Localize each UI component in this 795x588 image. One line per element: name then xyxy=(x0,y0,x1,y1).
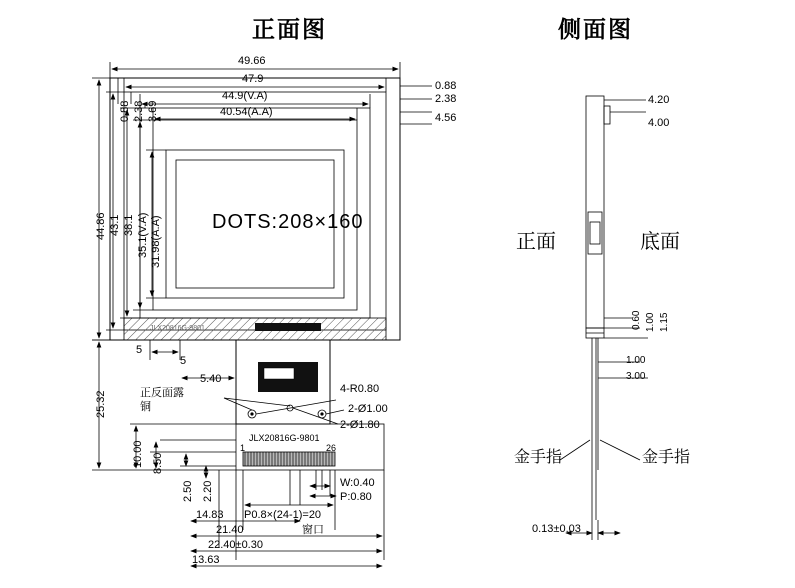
dim-left-1: 44.86 xyxy=(95,212,107,240)
dim-topleft-2: 2.38 xyxy=(133,100,145,122)
gold-finger-left-label: 金手指 xyxy=(514,449,563,466)
side-thk-100b: 1.00 xyxy=(626,355,646,366)
pin-first-label: 1 xyxy=(240,443,246,453)
callout-d180: 2-Ø1.80 xyxy=(340,419,380,431)
dim-left-4: 35.1(V.A) xyxy=(137,212,149,258)
dim-five-a: 5 xyxy=(136,344,143,356)
dim-topright-3: 4.56 xyxy=(435,112,457,124)
side-thk-115: 1.15 xyxy=(659,312,670,332)
side-dim-420: 4.20 xyxy=(648,94,670,106)
dim-left-3: 38.1 xyxy=(123,214,135,236)
dim-left-5: 31.98(A.A) xyxy=(150,215,162,268)
dim-bottom-4: 13.63 xyxy=(192,554,220,566)
fpc-label: 70PIT? xyxy=(266,369,286,375)
dim-topleft-3: 3.69 xyxy=(147,100,159,122)
display-dots-label: DOTS:208×160 xyxy=(212,211,364,233)
dim-bottomleft-4: 2.50 xyxy=(182,480,194,502)
side-thk-100: 1.00 xyxy=(645,312,656,332)
front-view-title: 正面图 xyxy=(252,16,327,42)
dim-bottom-3: 22.40±0.30 xyxy=(208,539,263,551)
part-number-label: JLX20816G-9801 xyxy=(249,433,320,443)
dim-left-2: 43.1 xyxy=(109,214,121,236)
dim-five-b: 5 xyxy=(180,355,187,367)
note-p: P:0.80 xyxy=(340,491,372,503)
dim-topright-2: 2.38 xyxy=(435,93,457,105)
side-face-bottom-label: 底面 xyxy=(640,231,680,253)
dim-top-3: 44.9(V.A) xyxy=(222,90,268,102)
dim-topleft-1: 0.88 xyxy=(119,100,131,122)
dim-top-1: 49.66 xyxy=(238,55,266,67)
dim-topright-1: 0.88 xyxy=(435,80,457,92)
dim-bottom-1: 14.83 xyxy=(196,509,224,521)
pin-count-label: 26 xyxy=(326,443,337,453)
dim-bottomleft-3: 8.50 xyxy=(152,452,164,474)
side-view-title: 侧面图 xyxy=(558,16,633,42)
dim-bottom-2: 21.40 xyxy=(216,524,244,536)
dim-bottomleft-1: 25.32 xyxy=(95,390,107,418)
pitch-note: P0.8×(24-1)=20 xyxy=(244,509,322,521)
callout-r080: 4-R0.80 xyxy=(340,383,380,395)
side-bottom-dim: 0.13±0.03 xyxy=(532,523,581,535)
side-face-front-label: 正面 xyxy=(516,231,556,253)
side-thk-300: 3.00 xyxy=(626,371,646,382)
module-marking-label: JLX20816G-9801 xyxy=(150,325,205,332)
note-w: W:0.40 xyxy=(340,477,375,489)
window-note: 窗口 xyxy=(302,524,324,536)
dim-bottomleft-5: 2.20 xyxy=(202,480,214,502)
side-thk-060: 0.60 xyxy=(631,310,642,330)
gold-finger-right-label: 金手指 xyxy=(642,449,691,466)
dim-top-2: 47.9 xyxy=(242,73,264,85)
dim-5-40: 5.40 xyxy=(200,373,222,385)
dim-bottomleft-2: 10.00 xyxy=(132,440,144,468)
copper-note-line1: 正反面露 xyxy=(140,387,184,399)
callout-d100: 2-Ø1.00 xyxy=(348,403,388,415)
copper-note-line2: 铜 xyxy=(140,401,151,413)
side-dim-400: 4.00 xyxy=(648,117,670,129)
dim-top-4: 40.54(A.A) xyxy=(220,106,273,118)
